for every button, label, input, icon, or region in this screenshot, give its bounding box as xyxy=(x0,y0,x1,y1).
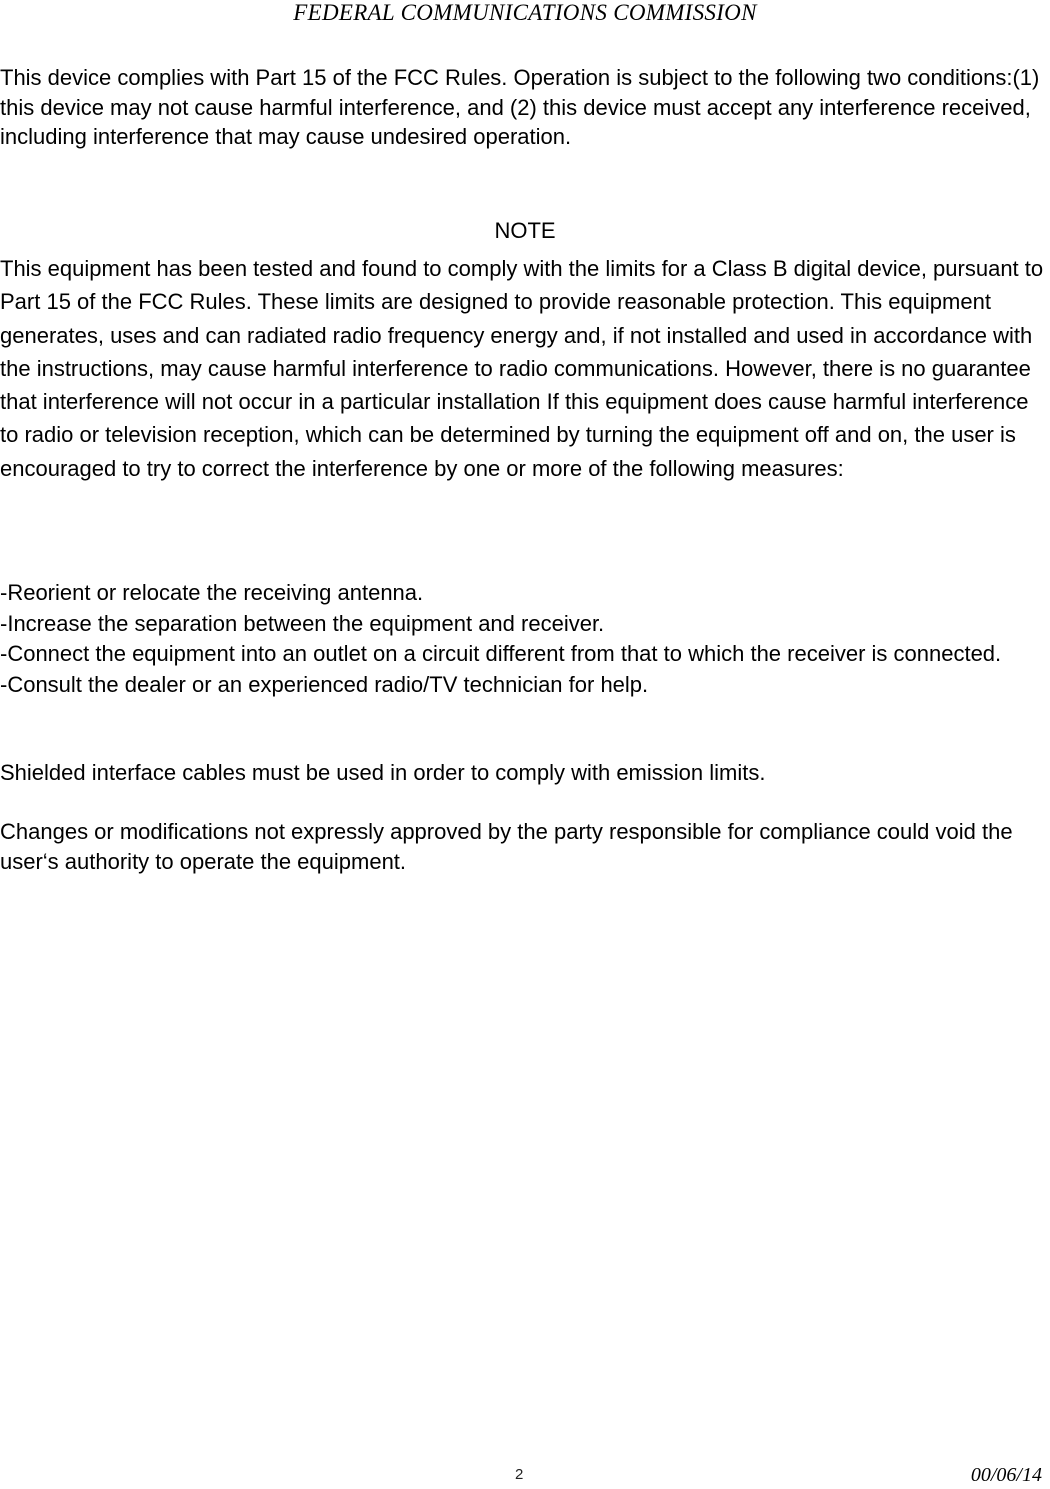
measure-item-consult: -Consult the dealer or an experienced radio/TV technician for help. xyxy=(0,671,649,697)
shielded-cables-paragraph: Shielded interface cables must be used in order to comply with emission limits. xyxy=(0,760,766,785)
measure-item-reorient: -Reorient or relocate the receiving antenna. xyxy=(0,580,424,605)
note-heading: NOTE xyxy=(494,218,556,243)
compliance-paragraph: This device complies with Part 15 of the FCC Rules. Operation is subject to the following two conditions:(1) this device may not cause harmful interference, and (2) this device must accept any interference received, including interference that may cause undesired operation. xyxy=(0,65,1040,149)
modifications-warning-paragraph: Changes or modifications not expressly approved by the party responsible for compliance could void the user‘s authority to operate the equipment. xyxy=(0,819,1013,874)
measure-item-outlet: -Connect the equipment into an outlet on a circuit different from that to which the receiver is connected. xyxy=(0,641,1002,666)
measure-item-separation: -Increase the separation between the equipment and receiver. xyxy=(0,610,605,636)
footer-date: 00/06/14 xyxy=(970,1464,1042,1486)
page-number: 2 xyxy=(515,1466,524,1483)
note-paragraph: This equipment has been tested and found to comply with the limits for a Class B digital device, pursuant to Part 15 of the FCC Rules. These limits are designed to provide reasonable protection. This equipment generates, uses and can radiated radio frequency energy and, if not installed and used in accordance with the instructions, may cause harmful interference to radio communications. However, there is no guarantee that interference will not occur in a particular installation If this equipment does cause harmful interference to radio or television reception, which can be determined by turning the equipment off and on, the user is encouraged to try to correct the interference by one or more of the following measures: xyxy=(0,256,1044,481)
page-title: FEDERAL COMMUNICATIONS COMMISSION xyxy=(293,0,757,25)
measures-list xyxy=(0,578,1050,700)
